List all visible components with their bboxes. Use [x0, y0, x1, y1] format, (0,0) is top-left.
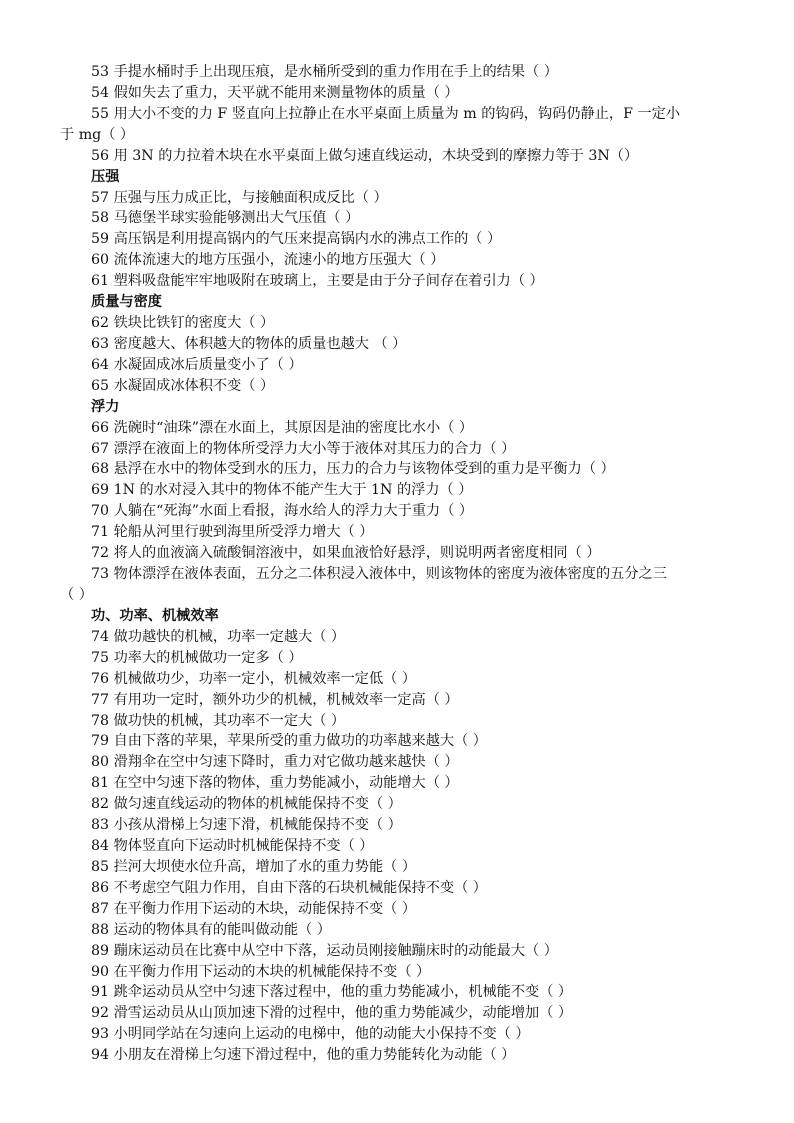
section-heading: 压强	[91, 168, 120, 185]
question-item: 87 在平衡力作用下运动的木块，动能保持不变（ ）	[91, 900, 417, 917]
question-item: 82 做匀速直线运动的物体的机械能保持不变（ ）	[91, 796, 402, 813]
question-item: 93 小明同学站在匀速向上运动的电梯中，他的动能大小保持不变（ ）	[91, 1026, 530, 1043]
question-item: 64 水凝固成冰后质量变小了（ ）	[91, 356, 303, 373]
question-item: 76 机械做功少，功率一定小，机械效率一定低（ ）	[91, 670, 417, 687]
question-item: 77 有用功一定时，额外功少的机械，机械效率一定高（ ）	[91, 691, 459, 708]
question-item: 68 悬浮在水中的物体受到水的压力，压力的合力与该物体受到的重力是平衡力（ ）	[91, 461, 615, 478]
question-item: 71 轮船从河里行驶到海里所受浮力增大（ ）	[91, 524, 374, 541]
question-item: 88 运动的物体具有的能叫做动能（ ）	[91, 921, 331, 938]
question-item: 84 物体竖直向下运动时机械能保持不变（ ）	[91, 838, 374, 855]
continuation-line: 于 mg（ ）	[60, 126, 135, 143]
question-item: 54 假如失去了重力，天平就不能用来测量物体的质量（ ）	[91, 84, 459, 101]
question-item: 89 蹦床运动员在比赛中从空中下落，运动员刚接触蹦床时的动能最大（ ）	[91, 942, 558, 959]
question-item: 53 手提水桶时手上出现压痕，是水桶所受到的重力作用在手上的结果（ ）	[91, 64, 558, 80]
question-item: 78 做功快的机械，其功率不一定大（ ）	[91, 712, 346, 729]
question-item: 59 高压锅是利用提高锅内的气压来提高锅内水的沸点工作的（ ）	[91, 231, 502, 248]
question-item: 58 马德堡半球实验能够测出大气压值（ ）	[91, 210, 360, 227]
question-item: 81 在空中匀速下落的物体，重力势能减小，动能增大（ ）	[91, 775, 459, 792]
question-item: 63 密度越大、体积越大的物体的质量也越大 （ ）	[91, 335, 407, 352]
question-item: 56 用 3N 的力拉着木块在水平桌面上做匀速直线运动，木块受到的摩擦力等于 3N（）	[91, 147, 639, 164]
question-item: 69 1N 的水对浸入其中的物体不能产生大于 1N 的浮力（ ）	[91, 482, 473, 499]
question-item: 85 拦河大坝使水位升高，增加了水的重力势能（ ）	[91, 858, 417, 875]
question-item: 90 在平衡力作用下运动的木块的机械能保持不变（ ）	[91, 963, 431, 980]
question-item: 73 物体漂浮在液体表面，五分之二体积浸入液体中，则该物体的密度为液体密度的五分之三	[91, 566, 667, 583]
question-item: 62 铁块比铁钉的密度大（ ）	[91, 315, 275, 332]
question-item: 83 小孩从滑梯上匀速下滑，机械能保持不变（ ）	[91, 817, 402, 834]
question-item: 91 跳伞运动员从空中匀速下落过程中，他的重力势能减小，机械能不变（ ）	[91, 984, 573, 1001]
question-item: 60 流体流速大的地方压强小，流速小的地方压强大（ ）	[91, 252, 445, 269]
question-item: 80 滑翔伞在空中匀速下降时，重力对它做功越来越快（ ）	[91, 754, 459, 771]
question-item: 57 压强与压力成正比，与接触面积成反比（ ）	[91, 189, 388, 206]
question-item: 75 功率大的机械做功一定多（ ）	[91, 649, 303, 666]
question-item: 61 塑料吸盘能牢牢地吸附在玻璃上，主要是由于分子间存在着引力（ ）	[91, 273, 544, 290]
question-item: 70 人躺在“死海”水面上看报，海水给人的浮力大于重力（ ）	[91, 503, 474, 520]
continuation-line: （ ）	[60, 587, 93, 603]
section-heading: 功、功率、机械效率	[91, 607, 219, 624]
question-item: 92 滑雪运动员从山顶加速下滑的过程中，他的重力势能减少，动能增加（ ）	[91, 1005, 573, 1022]
question-item: 55 用大小不变的力 F 竖直向上拉静止在水平桌面上质量为 m 的钩码，钩码仍静止，F 一定小	[91, 105, 681, 122]
question-item: 79 自由下落的苹果，苹果所受的重力做功的功率越来越大（ ）	[91, 733, 487, 750]
question-item: 94 小朋友在滑梯上匀速下滑过程中，他的重力势能转化为动能（ ）	[91, 1047, 516, 1064]
question-item: 66 洗碗时“油珠”漂在水面上，其原因是油的密度比水小（ ）	[91, 419, 474, 436]
section-heading: 质量与密度	[91, 294, 162, 311]
question-item: 86 不考虑空气阻力作用，自由下落的石块机械能保持不变（ ）	[91, 879, 487, 896]
question-item: 72 将人的血液滴入硫酸铜溶液中，如果血液恰好悬浮，则说明两者密度相同（ ）	[91, 545, 601, 562]
section-heading: 浮力	[91, 398, 120, 415]
question-item: 67 漂浮在液面上的物体所受浮力大小等于液体对其压力的合力（ ）	[91, 440, 516, 457]
question-item: 65 水凝固成冰体积不变（ ）	[91, 377, 275, 394]
question-item: 74 做功越快的机械，功率一定越大（ ）	[91, 628, 346, 645]
